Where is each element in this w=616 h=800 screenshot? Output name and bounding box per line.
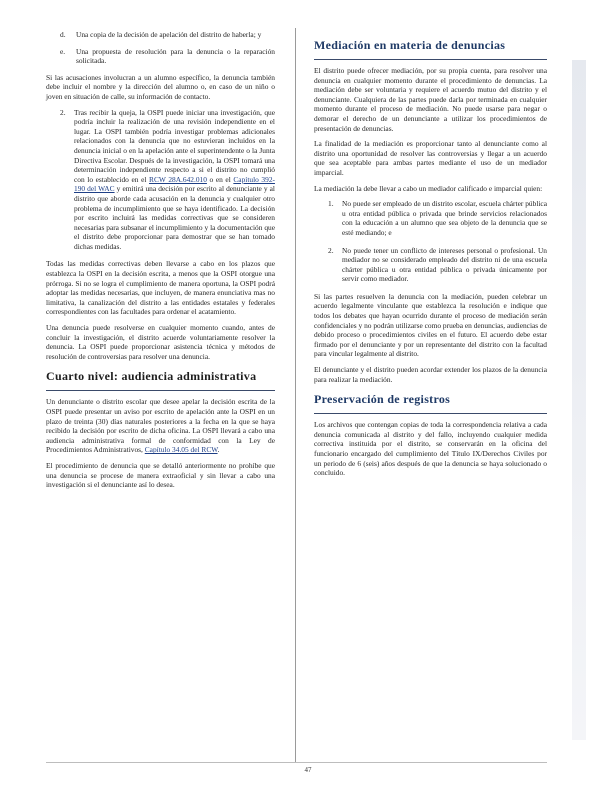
paragraph-informal-resolution: El procedimiento de denuncia que se detalló anteriormente no prohíbe que una denuncia se procese de manera extraoficial y sin llevar a cabo una investigación si el denunciante así lo desea. [46, 460, 275, 490]
list-item-text: Una copia de la decisión de apelación del distrito de haberla; y [76, 30, 262, 39]
list-marker: 2. [60, 107, 66, 117]
heading-records: Preservación de registros [314, 392, 451, 407]
paragraph-text: Un denunciante o distrito escolar que desee apelar la decisión escrita de la OSPI puede presentar un aviso por escrito de apelación ante la OSPI en un plazo de treinta (30) días naturales posteriores a la fecha en la que se haya recibido la decisión por escrito de dicha oficina. La OSPI llevará a cabo una audiencia administrativa formal de conformidad con la Ley de Procedimientos Administrativos, [46, 397, 275, 455]
item-text: y emitirá una decisión por escrito al denunciante y al distrito que aborde cada acusación en la denuncia y cualquier otro problema de incumplimiento que se haya identificado. La decisión por escrito incluirá las medidas correctivas que se consideren necesarias para subsanar el incumplimiento y la documentación que el distrito debe proporcionar para demostrar que se han tomado dichas medidas. [74, 184, 275, 251]
paragraph-mediation-3: La mediación la debe llevar a cabo un mediador calificado e imparcial quien: [314, 183, 543, 193]
heading-underline [314, 413, 547, 414]
left-column [46, 30, 275, 496]
item-text: No puede tener un conflicto de intereses personal o profesional. Un mediador no se considerado empleado del distrito ni de una escuela chárter pública u otra entidad pública o privada únicamente por servir como mediador. [342, 245, 547, 284]
heading-fourth-level: Cuarto nivel: audiencia administrativa [46, 369, 257, 384]
list-item-2-investigation [46, 108, 275, 252]
wac-link[interactable]: Capítulo 392-190 del WAC [74, 174, 275, 194]
list-item-1-mediator [314, 199, 547, 237]
paragraph-mediation-4: Si las partes resuelven la denuncia con la mediación, pueden celebrar un acuerdo legalmente vinculante que establezca la resolución e indique que todos los debates que hayan ocurrido durante el proceso de mediación serán confidenciales y no podrán utilizarse como prueba en denuncias, audiencias de debido proceso o procedimientos civiles en el futuro. El acuerdo debe estar firmado por el denunciante y por un representante del distrito con la facultad para vincular legalmente al distrito. [314, 291, 547, 359]
heading-underline [46, 390, 275, 391]
item-text: o en el [206, 174, 234, 184]
paragraph-corrective-measures: Todas las medidas correctivas deben llevarse a cabo en los plazos que establezca la OSPI en la decisión escrita, a menos que la OSPI otorgue una prórroga. Si no se logra el cumplimiento de manera oportuna, la OSPI podrá adoptar las medidas necesarias, que incluyen, de manera enunciativa mas no limitativa, la canalización del distrito a las entidades estatales y federales correspondientes con las facultades para ordenar el acatamiento. [46, 259, 275, 317]
margin-bar [572, 60, 586, 740]
paragraph-mediation-1: El distrito puede ofrecer mediación, por su propia cuenta, para resolver una denuncia en cualquier momento durante el procedimiento de denuncias. La mediación debe ser voluntaria y requiere el acuerdo mutuo del distrito y el denunciante. Cualquiera de las partes puede darla por terminada en cualquier momento durante el proceso de mediación. No puede usarse para negar o demorar el derecho de un denunciante a utilizar los procedimientos de presentación de denuncias. [314, 66, 547, 133]
paragraph-fourth-level [46, 397, 275, 455]
page-number: 47 [304, 766, 312, 774]
list-marker: e. [60, 46, 66, 56]
paragraph-minor-student: Si las acusaciones involucran a un alumno específico, la denuncia también debe incluir el nombre y la dirección del alumno o, en caso de un niño o joven en situación de calle, su información de contacto. [46, 72, 275, 101]
rcw-link[interactable]: RCW 28A.642.010 [149, 174, 207, 184]
apa-link[interactable]: Capítulo 34.05 del RCW [144, 445, 218, 455]
list-item-e [46, 47, 275, 66]
paragraph-mediation-2: La finalidad de la mediación es proporcionar tanto al denunciante como al distrito una oportunidad de resolver las controversias y llegar a un acuerdo que sea aceptable para ambas partes mediante el uso de un mediador imparcial. [314, 139, 547, 177]
list-item-2-mediator [314, 246, 547, 284]
list-item-text: Una propuesta de resolución para la denuncia o la reparación solicitada. [76, 46, 275, 66]
list-marker: 2. [328, 245, 334, 255]
list-marker: 1. [328, 199, 334, 209]
right-column [314, 30, 547, 484]
column-divider [295, 28, 296, 763]
paragraph-resolution: Una denuncia puede resolverse en cualquier momento cuando, antes de concluir la investigación, el distrito acuerde voluntariamente resolver la denuncia. La OSPI puede proporcionar asistencia técnica y métodos de resolución de controversias para resolver una denuncia. [46, 323, 275, 361]
heading-underline [314, 59, 547, 60]
item-text: No puede ser empleado de un distrito escolar, escuela chárter pública u otra entidad pública o privada que brinde servicios relacionados con la educación a un alumno que sea objeto de la denuncia que se esté mediando; e [342, 199, 547, 237]
heading-mediation: Mediación en materia de denuncias [314, 38, 506, 52]
footer-rule [46, 762, 547, 763]
list-marker: d. [60, 30, 66, 39]
item-text: Tras recibir la queja, la OSPI puede iniciar una investigación, que podría incluir la realización de una revisión independiente en el lugar. La OSPI también podría investigar problemas adicionales relacionados con la denuncia que no estuvieran incluidos en la denuncia inicial o en la apelación ante el superintendente o la Junta Directiva Escolar. Después de la investigación, la OSPI tomará una determinación independiente respecto a si el distrito no cumplió con lo establecido en el [74, 107, 275, 184]
paragraph-mediation-5: El denunciante y el distrito pueden acordar extender los plazos de la denuncia para realizar la mediación. [314, 365, 547, 384]
paragraph-text: . [217, 445, 220, 455]
paragraph-records: Los archivos que contengan copias de toda la correspondencia relativa a cada denuncia comunicada al distrito y del fallo, incluyendo cualquier medida correctiva instituida por el distrito, se conservarán en la oficina del funcionario encargado del cumplimiento del Título IX/Derechos Civiles por un periodo de 6 (seis) años después de que la denuncia se haya solucionado o concluido. [314, 420, 547, 478]
list-item-d [46, 30, 275, 40]
